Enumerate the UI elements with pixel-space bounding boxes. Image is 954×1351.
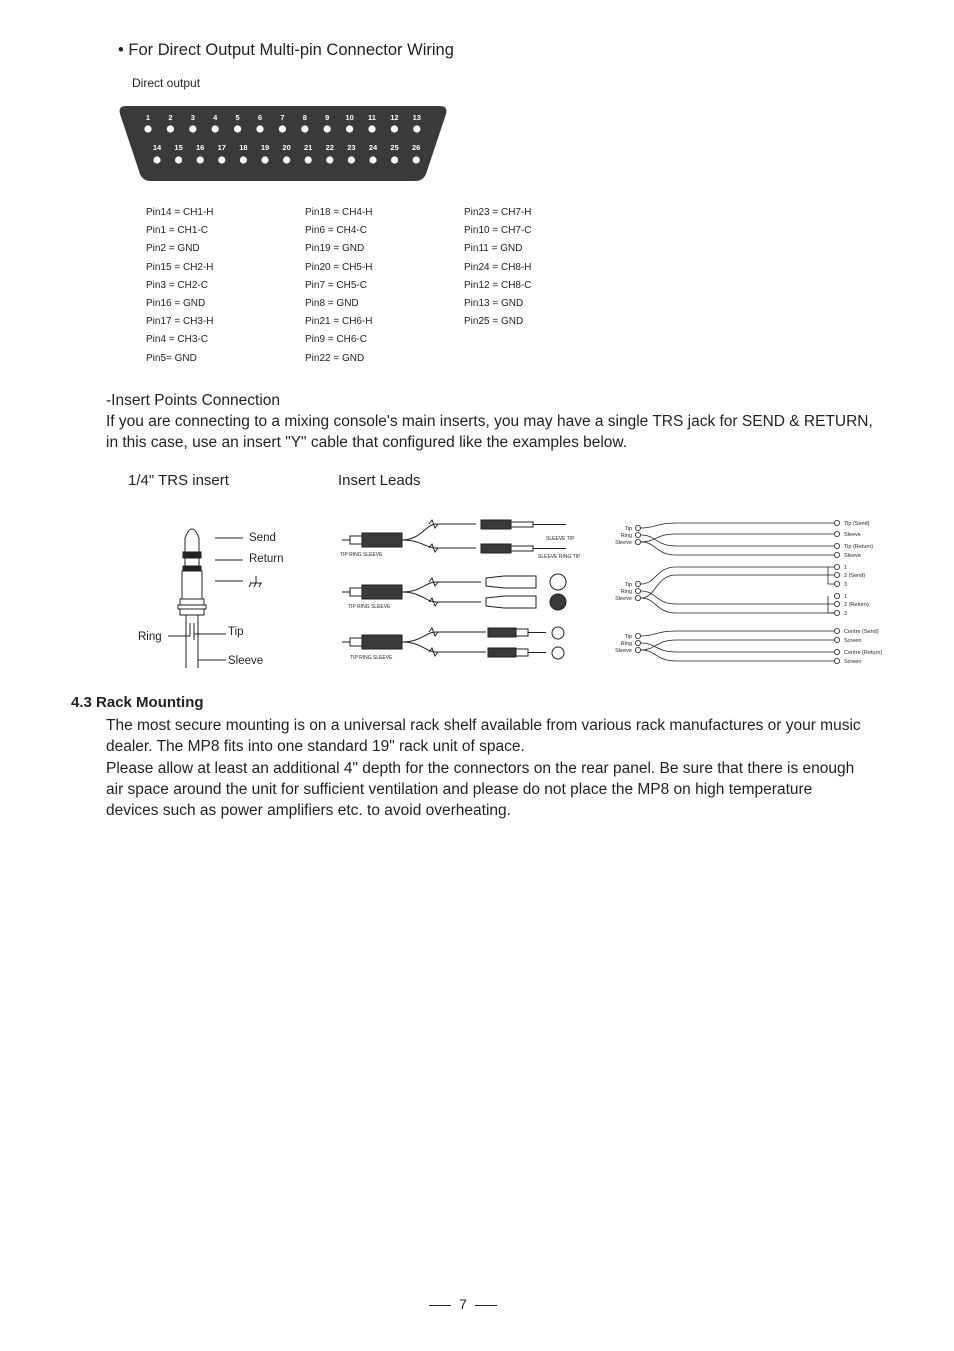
pin-dot xyxy=(301,125,308,132)
pin-dot xyxy=(369,156,376,163)
wiring-label: Tip xyxy=(624,582,632,588)
pin-assignment: Pin19 = GND xyxy=(305,243,365,255)
pin-assignment: Pin3 = CH2-C xyxy=(146,279,208,291)
pin-number: 25 xyxy=(390,143,399,152)
pin-assignment: Pin13 = GND xyxy=(464,297,524,309)
page-number-value: 7 xyxy=(459,1296,467,1312)
pin-dot xyxy=(413,156,420,163)
wiring-label: Centre (Return) xyxy=(844,650,883,656)
wiring-label: 2 (Return) xyxy=(844,602,869,608)
pin-column-1 xyxy=(146,206,214,370)
pin-assignment: Pin22 = GND xyxy=(305,352,365,364)
wiring-label: 2 (Send) xyxy=(844,573,866,579)
pin-dot xyxy=(189,125,196,132)
trs-insert-label: 1/4" TRS insert xyxy=(128,472,229,489)
pin-column-3 xyxy=(464,206,532,333)
pin-number: 24 xyxy=(368,143,378,152)
pin-assignment: Pin20 = CH5-H xyxy=(305,261,373,273)
pin-dot xyxy=(197,156,204,163)
insert-points-text-2: in this case, use an insert "Y" cable that configured like the examples below. xyxy=(106,434,628,451)
pin-dot xyxy=(368,125,375,132)
pin-number: 9 xyxy=(325,113,330,122)
ground-icon xyxy=(249,576,262,587)
wiring-label: Sleeve xyxy=(844,532,861,538)
pin-dot xyxy=(256,125,263,132)
pin-number: 3 xyxy=(190,113,195,122)
pin-number: 12 xyxy=(390,113,399,122)
pin-dot xyxy=(283,156,290,163)
pin-number: 1 xyxy=(145,113,151,122)
trs-plug-diagram xyxy=(130,518,320,678)
insert-points-text-1: If you are connecting to a mixing console's main inserts, you may have a single TRS jack for SEND & RETURN, xyxy=(106,413,873,430)
wiring-label: 3 xyxy=(844,582,848,588)
wiring-label: Screen xyxy=(844,638,862,644)
lead3-left-label: TIP RING SLEEVE xyxy=(350,655,393,661)
wiring-label: Sleeve xyxy=(844,553,861,559)
pin-assignment: Pin8 = GND xyxy=(305,297,359,309)
pin-number: 20 xyxy=(282,143,291,152)
pin-assignment: Pin16 = GND xyxy=(146,297,206,309)
tip-label: Tip xyxy=(228,626,244,638)
wiring-label: Tip (Return) xyxy=(844,544,874,550)
pin-assignment: Pin17 = CH3-H xyxy=(146,316,214,328)
pin-number: 26 xyxy=(412,143,421,152)
direct-output-label: Direct output xyxy=(132,76,201,90)
wiring-label: Tip xyxy=(624,634,632,640)
rack-mounting-heading: 4.3 Rack Mounting xyxy=(71,694,204,711)
wiring-label: Ring xyxy=(620,533,632,539)
pin-number: 10 xyxy=(345,113,354,122)
send-label: Send xyxy=(249,532,276,544)
pin-dot xyxy=(167,125,174,132)
direct-output-heading: • For Direct Output Multi-pin Connector Wiring xyxy=(118,41,454,59)
pin-dot xyxy=(326,156,333,163)
pin-dot xyxy=(144,125,151,132)
rack-mounting-line-3: Please allow at least an additional 4" depth for the connectors on the rear panel. Be sure that there is enough xyxy=(106,760,855,777)
wiring-label: Screen xyxy=(844,659,862,665)
pin-dot xyxy=(175,156,182,163)
pin-dot xyxy=(212,125,219,132)
pin-dot xyxy=(413,125,420,132)
pin-assignment: Pin6 = CH4-C xyxy=(305,225,367,237)
pin-dot xyxy=(153,156,160,163)
pin-assignment: Pin25 = GND xyxy=(464,316,524,328)
pin-dot xyxy=(346,125,353,132)
insert-leads-diagram xyxy=(336,518,581,668)
pin-assignment: Pin18 = CH4-H xyxy=(305,207,373,218)
pin-number: 19 xyxy=(260,143,270,152)
pin-number: 16 xyxy=(196,143,205,152)
pin-number: 2 xyxy=(168,113,173,122)
pin-column-2 xyxy=(305,206,373,370)
wiring-label: 1 xyxy=(844,594,848,600)
pin-number: 13 xyxy=(412,113,421,122)
pin-dot xyxy=(234,125,241,132)
insert-leads-label: Insert Leads xyxy=(338,472,421,489)
ring-label: Ring xyxy=(138,631,162,643)
insert-points-heading: -Insert Points Connection xyxy=(106,392,281,409)
pin-number: 14 xyxy=(152,143,162,152)
pin-number: 7 xyxy=(280,113,285,122)
wiring-label: 1 xyxy=(844,565,848,571)
wiring-label: 3 xyxy=(844,611,848,617)
wiring-diagrams xyxy=(606,514,896,672)
pin-assignment: Pin23 = CH7-H xyxy=(464,207,532,218)
pin-assignment: Pin4 = CH3-C xyxy=(146,334,208,346)
rack-mounting-line-2: dealer. The MP8 fits into one standard 19" rack unit of space. xyxy=(106,738,525,755)
pin-number: 15 xyxy=(174,143,183,152)
wiring-label: Sleeve xyxy=(615,540,632,546)
pin-number: 11 xyxy=(368,113,376,122)
wiring-label: Tip (Send) xyxy=(844,521,870,527)
pin-assignment: Pin15 = CH2-H xyxy=(146,261,214,273)
pin-number: 23 xyxy=(347,143,356,152)
pin-assignment: Pin24 = CH8-H xyxy=(464,261,532,273)
pin-number: 22 xyxy=(325,143,334,152)
wiring-label: Ring xyxy=(620,641,632,647)
lead1-top-right-label: SLEEVE TIP xyxy=(546,536,575,542)
pin-dot xyxy=(391,125,398,132)
rack-mounting-line-4: air space around the unit for sufficient ventilation and please do not place the MP8 on high temperature xyxy=(106,781,813,798)
page-number xyxy=(0,1296,926,1312)
wiring-label: Centre (Send) xyxy=(844,629,879,635)
pin-assignment: Pin5= GND xyxy=(146,352,197,364)
pin-assignment: Pin21 = CH6-H xyxy=(305,316,373,328)
pin-number: 21 xyxy=(304,143,313,152)
rack-mounting-line-1: The most secure mounting is on a universal rack shelf available from various rack manufactures or your music xyxy=(106,717,861,734)
wiring-label: Sleeve xyxy=(615,596,632,602)
pin-assignment: Pin2 = GND xyxy=(146,243,200,255)
pin-assignment: Pin10 = CH7-C xyxy=(464,225,532,237)
lead2-left-label: TIP RING SLEEVE xyxy=(348,604,391,610)
pin-dot xyxy=(348,156,355,163)
pin-dot xyxy=(279,125,286,132)
lead1-left-label: TIP RING SLEEVE xyxy=(340,552,383,558)
db25-connector-diagram xyxy=(112,100,454,184)
pin-dot xyxy=(391,156,398,163)
wiring-label: Sleeve xyxy=(615,648,632,654)
pin-number: 6 xyxy=(257,113,263,122)
rack-mounting-line-5: devices such as power amplifiers etc. to avoid overheating. xyxy=(106,802,511,819)
wiring-label: Ring xyxy=(620,589,632,595)
pin-number: 18 xyxy=(239,143,248,152)
pin-assignment: Pin7 = CH5-C xyxy=(305,279,367,291)
pin-dot xyxy=(305,156,312,163)
sleeve-label: Sleeve xyxy=(228,655,264,667)
pin-assignment: Pin12 = CH8-C xyxy=(464,279,532,291)
lead1-bottom-right-label: SLEEVE RING TIP xyxy=(538,554,581,560)
pin-assignment: Pin9 = CH6-C xyxy=(305,334,367,346)
pin-number: 4 xyxy=(213,113,218,122)
pin-number: 8 xyxy=(302,113,307,122)
pin-number: 17 xyxy=(217,143,226,152)
pin-dot xyxy=(261,156,268,163)
pin-number: 5 xyxy=(235,113,240,122)
pin-dot xyxy=(218,156,225,163)
pin-dot xyxy=(240,156,247,163)
pin-assignment: Pin11 = GND xyxy=(464,243,523,255)
wiring-label: Tip xyxy=(624,526,632,532)
pin-dot xyxy=(324,125,331,132)
pin-assignment: Pin14 = CH1-H xyxy=(146,207,214,218)
return-label: Return xyxy=(249,553,284,565)
pin-assignment: Pin1 = CH1-C xyxy=(146,225,208,237)
